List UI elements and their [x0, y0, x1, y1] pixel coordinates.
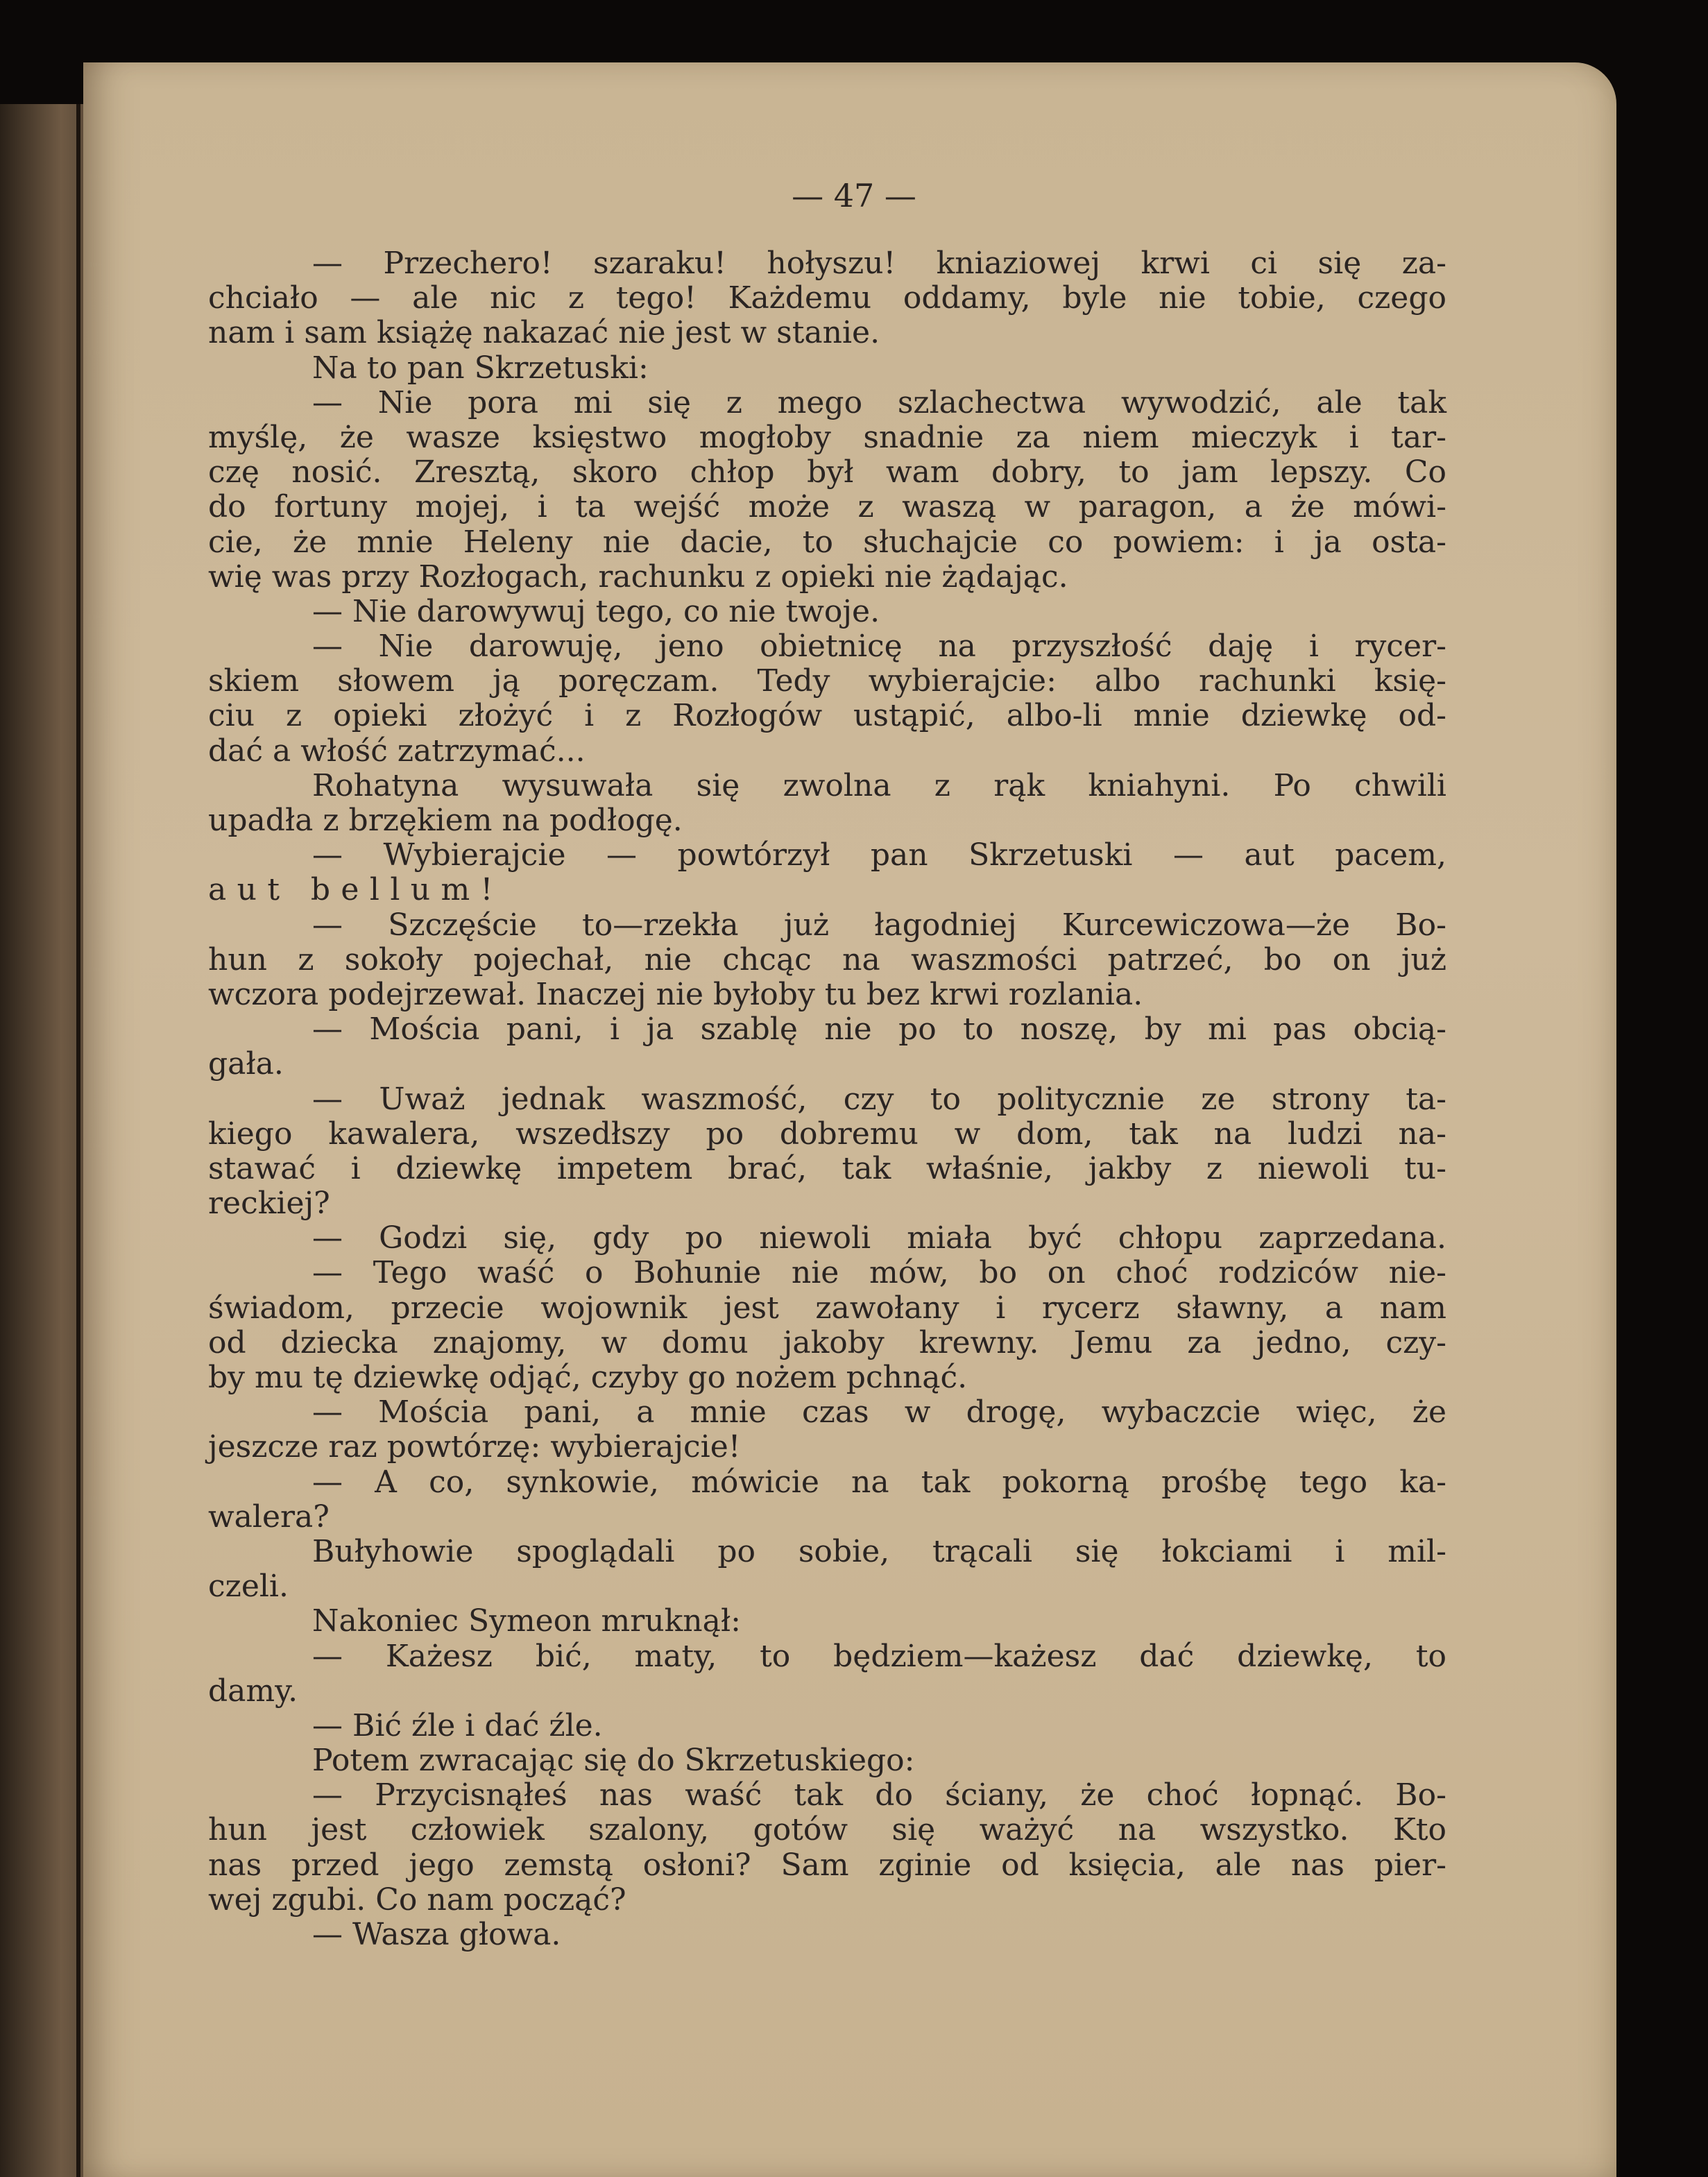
text-line: hun jest człowiek szalony, gotów się ważyć na wszystko. Kto: [208, 1812, 1446, 1848]
text-line: damy.: [208, 1673, 298, 1709]
text-line: — Przycisnąłeś nas waść tak do ściany, że choć łopnąć. Bo-: [312, 1777, 1446, 1813]
text-line: — Każesz bić, maty, to będziem—każesz dać dziewkę, to: [312, 1638, 1446, 1674]
text-line: aut bellum!: [208, 872, 504, 908]
text-line: do fortuny mojej, i ta wejść może z waszą w paragon, a że mówi-: [208, 489, 1446, 525]
text-line: — A co, synkowie, mówicie na tak pokorną prośbę tego ka-: [312, 1464, 1446, 1500]
text-line: by mu tę dziewkę odjąć, czyby go nożem pchnąć.: [208, 1360, 968, 1395]
text-line: — Uważ jednak waszmość, czy to politycznie ze strony ta-: [312, 1081, 1446, 1117]
text-line: walera?: [208, 1499, 330, 1535]
text-line: ciu z opieki złożyć i z Rozłogów ustąpić, albo-li mnie dziewkę od-: [208, 698, 1446, 734]
text-line: — Przechero! szaraku! hołyszu! kniaziowej krwi ci się za-: [312, 246, 1446, 281]
text-line: — Nie darowywuj tego, co nie twoje.: [312, 593, 880, 629]
text-line: wię was przy Rozłogach, rachunku z opieki nie żądając.: [208, 558, 1068, 595]
text-line: czeli.: [208, 1569, 289, 1605]
text-line: cie, że mnie Heleny nie dacie, to słuchajcie co powiem: i ja osta-: [208, 524, 1446, 560]
text-line: od dziecka znajomy, w domu jakoby krewny. Jemu za jedno, czy-: [208, 1324, 1446, 1360]
text-line: kiego kawalera, wszedłszy po dobremu w dom, tak na ludzi na-: [208, 1116, 1446, 1152]
text-line: dać a włość zatrzymać...: [208, 733, 586, 769]
text-line: — Mościa pani, a mnie czas w drogę, wybaczcie więc, że: [312, 1394, 1446, 1431]
text-line: — Szczęście to—rzekła już łagodniej Kurcewiczowa—że Bo-: [312, 907, 1446, 943]
text-line: czę nosić. Zresztą, skoro chłop był wam dobry, to jam lepszy. Co: [208, 454, 1446, 490]
book-gutter: [76, 104, 80, 2177]
text-line: — Wybierajcie — powtórzył pan Skrzetuski — aut pacem,: [312, 837, 1446, 873]
text-line: gała.: [208, 1046, 284, 1082]
text-line: nam i sam książę nakazać nie jest w stanie.: [208, 315, 880, 351]
body-text: [208, 246, 1446, 1952]
text-line: chciało — ale nic z tego! Każdemu oddamy, byle nie tobie, czego: [208, 280, 1446, 316]
text-line: Potem zwracając się do Skrzetuskiego:: [312, 1743, 915, 1779]
text-line: hun z sokoły pojechał, nie chcąc na waszmości patrzeć, bo on już: [208, 941, 1446, 977]
text-line: — Nie pora mi się z mego szlachectwa wywodzić, ale tak: [312, 384, 1446, 420]
text-line: świadom, przecie wojownik jest zawołany i rycerz sławny, a nam: [208, 1290, 1446, 1326]
text-line: Bułyhowie spoglądali po sobie, trącali się łokciami i mil-: [312, 1533, 1446, 1569]
text-line: skiem słowem ją poręczam. Tedy wybierajcie: albo rachunki księ-: [208, 663, 1446, 699]
text-line: reckiej?: [208, 1186, 330, 1222]
page-number: — 47 —: [792, 177, 916, 214]
text-line: wczora podejrzewał. Inaczej nie byłoby tu bez krwi rozlania.: [208, 976, 1143, 1012]
text-line: — Tego waść o Bohunie nie mów, bo on choć rodziców nie-: [312, 1255, 1446, 1291]
text-line: — Nie darowuję, jeno obietnicę na przyszłość daję i rycer-: [312, 629, 1446, 665]
text-line: upadła z brzękiem na podłogę.: [208, 803, 683, 838]
text-line: jeszcze raz powtórzę: wybierajcie!: [208, 1429, 741, 1465]
text-line: — Mościa pani, i ja szablę nie po to noszę, by mi pas obcią-: [312, 1011, 1446, 1048]
text-line: — Bić źle i dać źle.: [312, 1707, 603, 1743]
text-line: nas przed jego zemstą osłoni? Sam zginie od księcia, ale nas pier-: [208, 1847, 1446, 1883]
text-line: Nakoniec Symeon mruknął:: [312, 1603, 741, 1639]
text-line: Na to pan Skrzetuski:: [312, 350, 649, 386]
text-line: — Wasza głowa.: [312, 1917, 561, 1952]
text-line: myślę, że wasze księstwo mogłoby snadnie za niem mieczyk i tar-: [208, 419, 1446, 455]
text-line: Rohatyna wysuwała się zwolna z rąk kniahyni. Po chwili: [312, 767, 1446, 803]
text-line: — Godzi się, gdy po niewoli miała być chłopu zaprzedana.: [312, 1220, 1446, 1256]
text-line: stawać i dziewkę impetem brać, tak właśnie, jakby z niewoli tu-: [208, 1150, 1446, 1186]
text-line: wej zgubi. Co nam począć?: [208, 1881, 626, 1918]
